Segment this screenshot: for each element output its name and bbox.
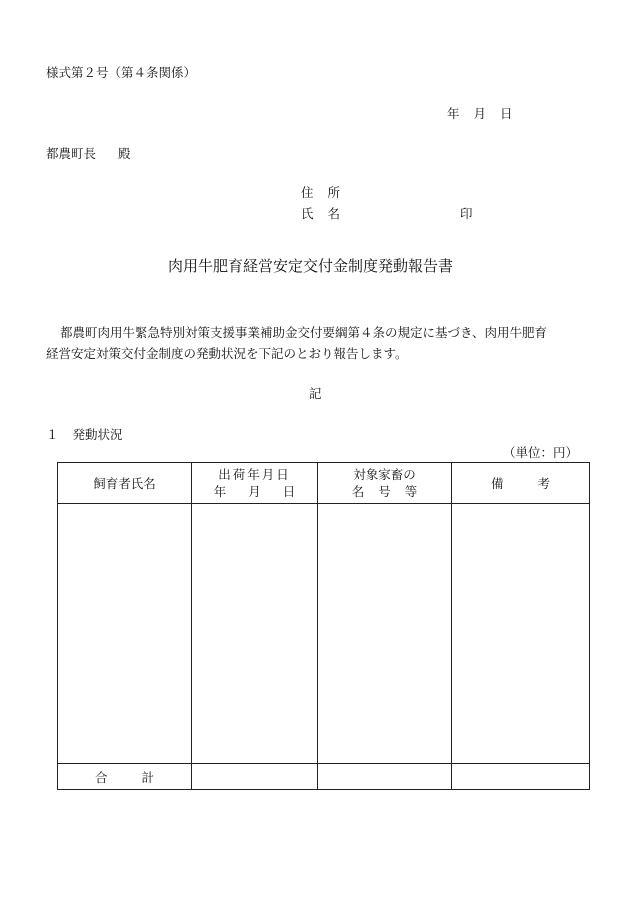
body-text-line-2: 経営安定対策交付金制度の発動状況を下記のとおり報告します。 (46, 346, 408, 361)
section-title: 発動状況 (72, 427, 123, 442)
table-total-row (58, 764, 590, 790)
date-day-label: 日 (500, 106, 513, 121)
date-month-label: 月 (473, 106, 487, 121)
header-livestock-number: 号 (378, 484, 391, 499)
header-remarks (452, 463, 590, 504)
date-year-label: 年 (447, 106, 460, 121)
body-text-line-1: 都農町肉用牛緊急特別対策支援事業補助金交付要綱第４条の規定に基づき、肉用牛肥育 (60, 325, 548, 340)
unit-note: （単位：円） (503, 445, 579, 460)
header-livestock-etc: 等 (404, 484, 418, 499)
table-header-row (58, 463, 590, 504)
document-title: 肉用牛肥育経営安定交付金制度発動報告書 (168, 257, 454, 275)
total-label-char-1: 合 (94, 769, 108, 785)
total-label-cell (58, 764, 192, 790)
header-remarks-char-1: 備 (490, 475, 504, 491)
total-ship-date-cell[interactable] (192, 764, 318, 790)
applicant-name-label (301, 206, 340, 222)
header-ship-date (192, 463, 318, 504)
header-livestock-line1: 対象家畜の (353, 467, 416, 482)
address-label-char-1: 住 (301, 185, 314, 200)
name-label-char-1: 氏 (301, 206, 314, 221)
header-ship-date-month: 月 (248, 484, 261, 499)
ki-mark: 記 (309, 386, 322, 401)
total-label-char-2: 計 (141, 769, 155, 785)
table-entry-row (58, 504, 590, 764)
header-ship-date-year: 年 (213, 484, 227, 499)
cell-remarks[interactable] (452, 504, 590, 764)
cell-livestock[interactable] (318, 504, 452, 764)
name-label-char-2: 名 (327, 206, 341, 221)
applicant-address-label (301, 185, 340, 201)
report-table (57, 462, 590, 790)
address-label-char-2: 所 (327, 185, 341, 200)
header-ship-date-line1: 出荷年月日 (218, 467, 291, 482)
date-line (447, 106, 513, 122)
section-number: １ (46, 427, 59, 442)
header-ship-date-line2 (192, 483, 317, 500)
header-breeder-name (58, 463, 192, 504)
total-remarks-cell[interactable] (452, 764, 590, 790)
form-number: 様式第２号（第４条関係） (46, 65, 197, 80)
addressee-name: 都農町長 (46, 146, 97, 161)
cell-breeder-name[interactable] (58, 504, 192, 764)
header-breeder-name-text: 飼育者氏名 (93, 475, 156, 491)
total-livestock-cell[interactable] (318, 764, 452, 790)
header-remarks-char-2: 考 (537, 475, 551, 491)
seal-mark: 印 (460, 206, 473, 221)
header-livestock-name: 名 (351, 484, 365, 499)
header-ship-date-day: 日 (282, 484, 296, 499)
header-livestock (318, 463, 452, 504)
cell-ship-date[interactable] (192, 504, 318, 764)
header-livestock-line2 (318, 483, 451, 500)
section-heading (46, 427, 123, 443)
addressee (46, 146, 131, 162)
addressee-honorific: 殿 (118, 146, 131, 161)
